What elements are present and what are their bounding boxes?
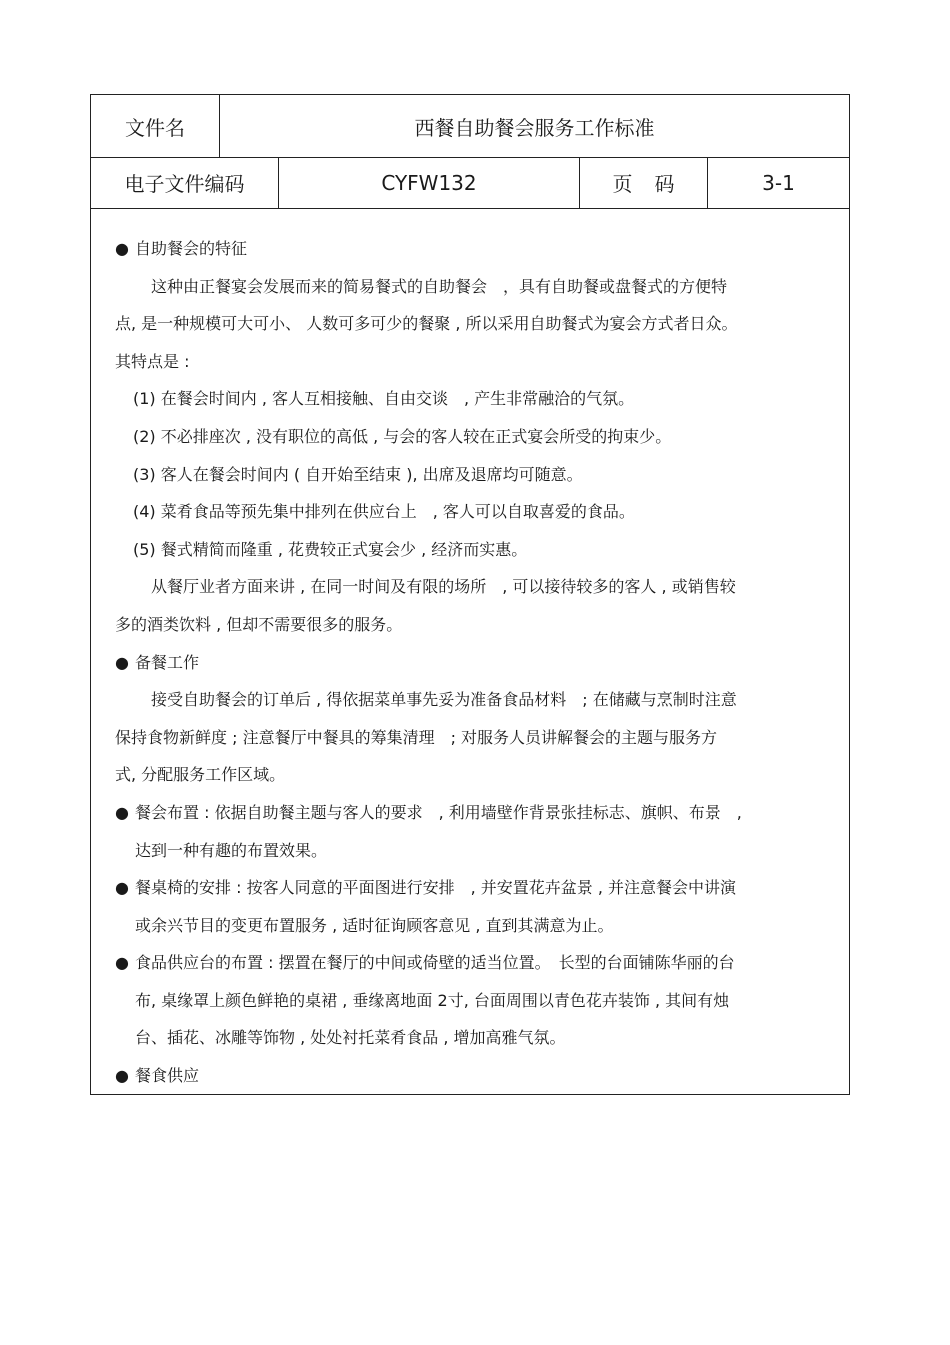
body-line: ● 餐桌椅的安排 : 按客人同意的平面图进行安排 , 并安置花卉盆景 , 并注意餐会中讲演 xyxy=(115,869,819,907)
body-line: 式, 分配服务工作区域。 xyxy=(115,765,286,785)
body-line: 布, 桌缘罩上颜色鲜艳的桌裙 , 垂缘离地面 2寸, 台面周围以青色花卉装饰 , 其间有烛 xyxy=(135,990,730,1010)
bullet-icon: ● xyxy=(115,878,129,898)
header-row-meta xyxy=(91,157,849,209)
page-number: 3-1 xyxy=(762,170,795,195)
list-item: (5) 餐式精简而隆重 , 花费较正式宴会少 , 经济而实惠。 xyxy=(133,539,528,559)
body-line: 从餐厅业者方面来讲 , 在同一时间及有限的场所 , 可以接待较多的客人 , 或销售较 xyxy=(151,577,736,597)
bullet-icon: ● xyxy=(115,802,129,822)
body-line: 多的酒类饮料 , 但却不需要很多的服务。 xyxy=(115,614,403,634)
document-title: 西餐自助餐会服务工作标准 xyxy=(414,115,655,140)
body-line: 其特点是 : xyxy=(115,351,190,371)
body-line: 这种由正餐宴会发展而来的简易餐式的自助餐会 ，具有自助餐或盘餐式的方便特 xyxy=(151,276,728,296)
list-item: (1) 在餐会时间内 , 客人互相接触、自由交谈 , 产生非常融洽的气氛。 xyxy=(133,389,635,409)
page-label: 页码 xyxy=(580,157,708,208)
list-item: (3) 客人在餐会时间内 ( 自开始至结束 ), 出席及退席均可随意。 xyxy=(133,464,583,484)
bullet-icon: ● xyxy=(115,953,129,973)
body-line: ● 备餐工作 xyxy=(115,644,819,682)
body-line: 点, 是一种规模可大可小、 人数可多可少的餐聚 , 所以采用自助餐式为宴会方式者日众。 xyxy=(115,314,738,334)
document-code: CYFW132 xyxy=(279,157,580,208)
bullet-icon: ● xyxy=(115,1066,129,1086)
body-line: ● 食品供应台的布置 : 摆置在餐厅的中间或倚壁的适当位置。 长型的台面铺陈华丽的台 xyxy=(115,944,819,982)
body-line: ● 餐食供应 xyxy=(115,1057,819,1095)
body-line: 保持食物新鲜度 ; 注意餐厅中餐具的筹集清理 ; 对服务人员讲解餐会的主题与服务方 xyxy=(115,727,718,747)
list-item: (4) 菜肴食品等预先集中排列在供应台上 , 客人可以自取喜爱的食品。 xyxy=(133,502,635,522)
body-line: 达到一种有趣的布置效果。 xyxy=(135,840,328,860)
body-line: 台、插花、冰雕等饰物 , 处处衬托菜肴食品 , 增加高雅气氛。 xyxy=(135,1028,566,1048)
header-row-title xyxy=(91,95,849,158)
document-sheet xyxy=(90,94,850,1095)
list-item: (2) 不必排座次 , 没有职位的高低 , 与会的客人较在正式宴会所受的拘束少。 xyxy=(133,426,672,446)
body-line: 接受自助餐会的订单后 , 得依据菜单事先妥为准备食品材料 ; 在储藏与烹制时注意 xyxy=(151,690,737,710)
bullet-icon: ● xyxy=(115,239,129,258)
file-name-label: 文件名 xyxy=(91,95,220,157)
document-body xyxy=(115,230,819,1095)
body-line: 或余兴节目的变更布置服务 , 适时征询顾客意见 , 直到其满意为止。 xyxy=(135,915,614,935)
body-line: ● 餐会布置 : 依据自助餐主题与客人的要求 , 利用墙壁作背景张挂标志、旗帜、布景 , xyxy=(115,794,819,832)
code-label: 电子文件编码 xyxy=(91,157,279,208)
body-line: ● 自助餐会的特征 xyxy=(115,230,819,268)
bullet-icon: ● xyxy=(115,652,129,672)
